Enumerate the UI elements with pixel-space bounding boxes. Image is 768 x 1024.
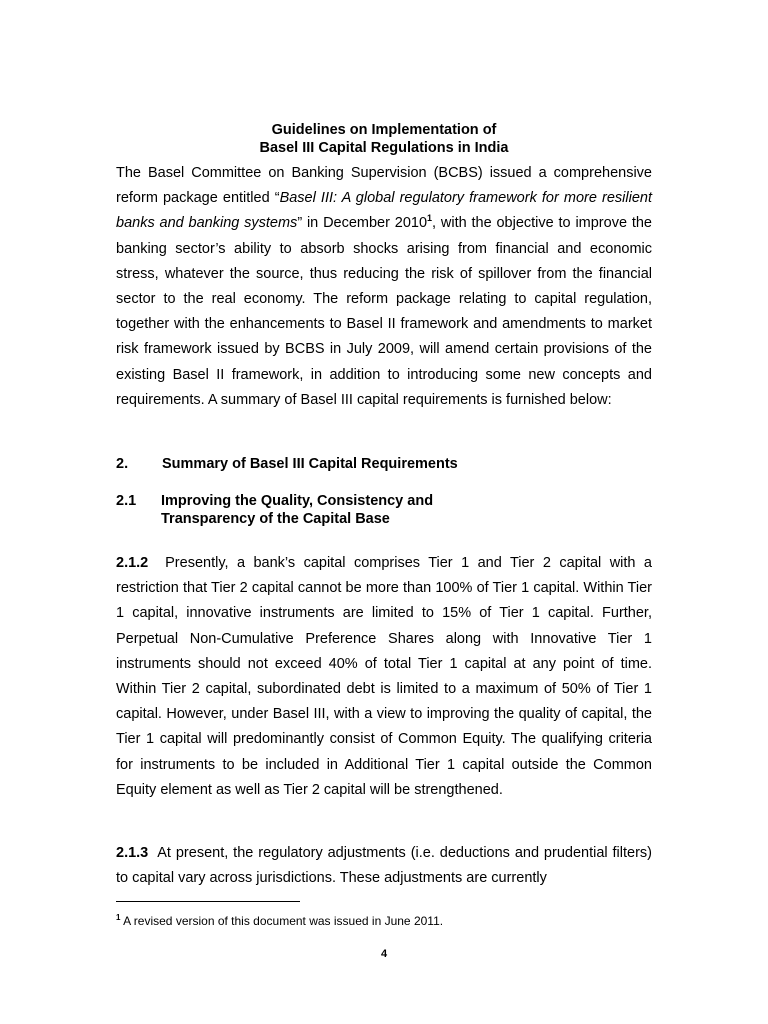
section-2-title: Summary of Basel III Capital Requirements (162, 456, 458, 472)
page-number: 4 (380, 948, 388, 960)
paragraph-2-1-2 (116, 551, 652, 803)
paragraph-2-1-2-number: 2.1.2 (116, 555, 149, 571)
footnote (116, 913, 652, 929)
title-line-2: Basel III Capital Regulations in India (259, 140, 509, 156)
paragraph-2-1-3 (116, 841, 652, 891)
footnote-text: A revised version of this document was issued in June 2011. (123, 914, 444, 928)
section-2-1-title-line-1: Improving the Quality, Consistency and (161, 493, 434, 509)
section-2-1-number: 2.1 (116, 493, 137, 509)
footnote-marker: 1 (116, 913, 121, 922)
footnote-separator (116, 901, 300, 902)
paragraph-2-1-3-number: 2.1.3 (116, 845, 149, 861)
footnote-reference: 1 (427, 213, 433, 224)
page-title (116, 121, 652, 157)
section-2-1-title (161, 492, 433, 528)
section-2-1-heading (116, 492, 652, 528)
section-2-heading (116, 455, 652, 473)
section-2-number: 2. (116, 456, 129, 472)
intro-text-1: The Basel Committee on Banking Supervision (BCBS) issued a comprehensive reform package entitled “ (116, 165, 652, 207)
intro-italic-title: Basel III: A global regulatory framework for more resilient banks and banking systems (116, 190, 652, 232)
title-line-1: Guidelines on Implementation of (271, 122, 497, 138)
intro-text-3: , with the objective to improve the banking sector’s ability to absorb shocks arising from financial and economic stress, whatever the source, thus reducing the risk of spillover from the financial sector to the real economy. The reform package relating to capital regulation, together with the enhancements to Basel II framework and amendments to market risk framework issued by BCBS in July 2009, will amend certain provisions of the existing Basel II framework, in addition to introducing some new concepts and requirements. A summary of Basel III capital requirements is furnished below: (116, 215, 652, 408)
intro-paragraph (116, 161, 652, 413)
section-2-1-title-line-2: Transparency of the Capital Base (161, 511, 390, 527)
paragraph-2-1-2-text: Presently, a bank’s capital comprises Tier 1 and Tier 2 capital with a restriction that Tier 2 capital cannot be more than 100% of Tier 1 capital. Within Tier 1 capital, innovative instruments are limited to 15% of Tier 1 capital. Further, Perpetual Non-Cumulative Preference Shares along with Innovative Tier 1 instruments should not exceed 40% of total Tier 1 capital at any point of time. Within Tier 2 capital, subordinated debt is limited to a maximum of 50% of Tier 1 capital. However, under Basel III, with a view to improving the quality of capital, the Tier 1 capital will predominantly consist of Common Equity. The qualifying criteria for instruments to be included in Additional Tier 1 capital outside the Common Equity element as well as Tier 2 capital will be strengthened. (116, 555, 652, 798)
intro-text-2: ” in December 2010 (297, 215, 428, 232)
paragraph-2-1-3-text: At present, the regulatory adjustments (i.e. deductions and prudential filters) to capital vary across jurisdictions. These adjustments are currently (116, 845, 652, 887)
